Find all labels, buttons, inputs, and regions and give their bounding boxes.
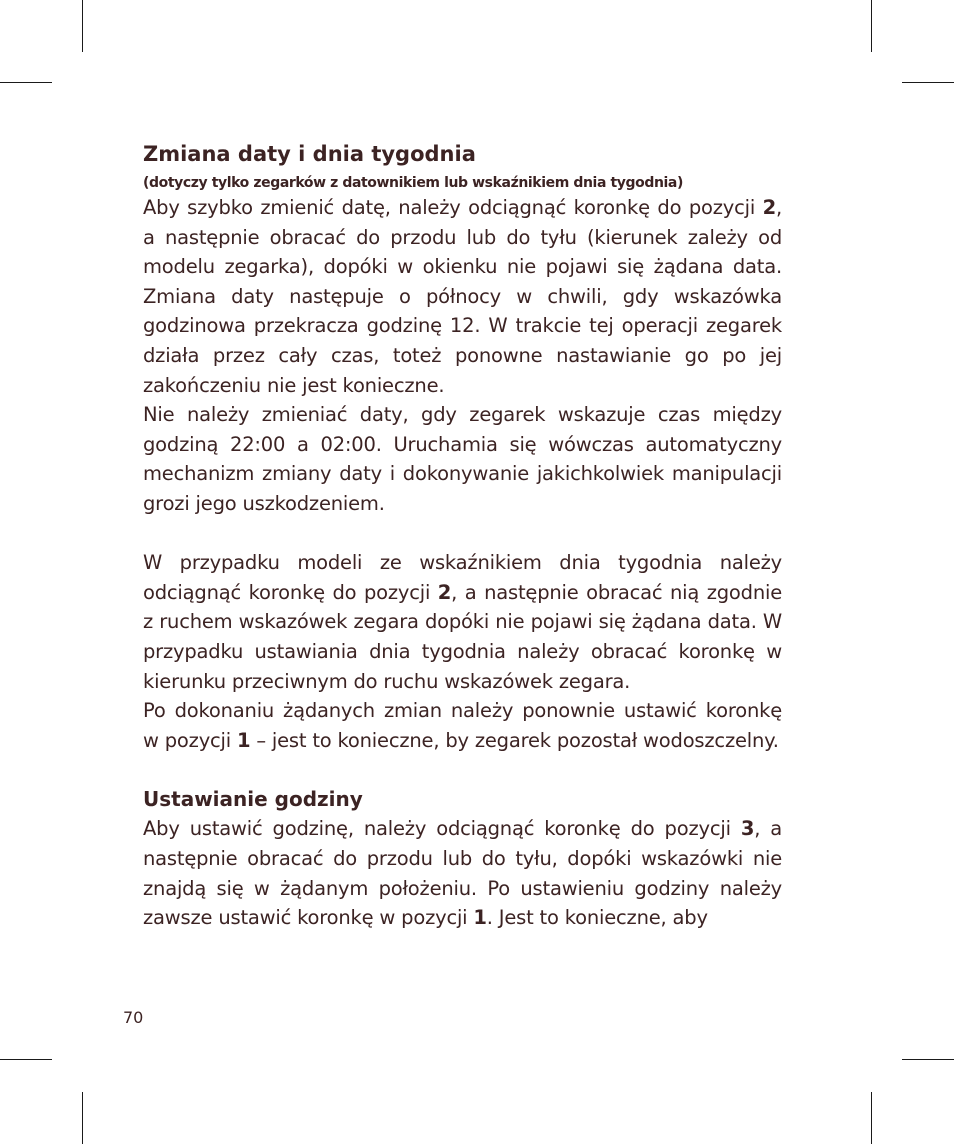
- crop-mark-bottom-right-horizontal: [902, 1059, 954, 1060]
- crown-position-3: 3: [740, 817, 755, 841]
- crop-mark-bottom-left-vertical: [82, 1092, 83, 1144]
- page-content: [143, 141, 782, 933]
- section-title-time: Ustawianie godziny: [143, 786, 363, 811]
- crop-mark-top-left-horizontal: [0, 82, 52, 83]
- crown-position-1: 1: [237, 728, 251, 752]
- crop-mark-bottom-right-vertical: [871, 1092, 872, 1144]
- crop-mark-top-right-horizontal: [902, 82, 954, 83]
- paragraph-gap: [143, 519, 782, 549]
- paragraph-weekday-change: W przypadku modeli ze wskaźnikiem dnia tygodnia należy odciągnąć koronkę do pozycji 2, a następnie obracać nią zgodnie z ruchem wskazówek zegara dopóki nie pojawi się żądana data. W przypadku ustawiania dnia tygodnia należy obracać koronkę w kierunku przeciwnym do ruchu wskazówek zegara.: [143, 551, 782, 693]
- section-subtitle-date: (dotyczy tylko zegarków z datownikiem lub wskaźnikiem dnia tygodnia): [143, 175, 683, 191]
- crown-position-2: 2: [762, 196, 776, 219]
- crown-position-1: 1: [473, 906, 487, 930]
- crown-position-2: 2: [437, 580, 452, 604]
- paragraph-date-warning: Nie należy zmieniać daty, gdy zegarek wskazuje czas między godziną 22:00 a 02:00. Uruchamia się wówczas automatyczny mechanizm zmiany daty i dokonywanie jakichkolwiek manipulacji grozi jego uszkodzeniem.: [143, 403, 782, 515]
- crop-mark-top-right-vertical: [871, 0, 872, 52]
- paragraph-gap: [143, 755, 782, 785]
- section-title-date: Zmiana daty i dnia tygodnia: [143, 142, 476, 166]
- paragraph-date-change: Aby szybko zmienić datę, należy odciągnąć koronkę do pozycji 2, a następnie obracać do przodu lub do tyłu (kierunek zależy od modelu zegarka), dopóki w okienku nie pojawi się żądana data. Zmiana daty następuje o północy w chwili, gdy wskazówka godzinowa przekracza godzinę 12. W trakcie tej operacji zegarek działa przez cały czas, toteż ponowne nastawianie go po jej zakończeniu nie jest konieczne.: [143, 196, 782, 397]
- paragraph-time-setting: Aby ustawić godzinę, należy odciągnąć koronkę do pozycji 3, a następnie obracać do przodu lub do tyłu, dopóki wskazówki nie znajdą się w żądanym położeniu. Po ustawieniu godziny należy zawsze ustawić koronkę w pozycji 1. Jest to konieczne, aby: [143, 817, 782, 930]
- page-number: 70: [123, 1008, 144, 1027]
- crop-mark-bottom-left-horizontal: [0, 1059, 52, 1060]
- crop-mark-top-left-vertical: [82, 0, 83, 52]
- paragraph-reset-crown: Po dokonaniu żądanych zmian należy ponownie ustawić koronkę w pozycji 1 – jest to konieczne, by zegarek pozostał wodoszczelny.: [143, 699, 782, 752]
